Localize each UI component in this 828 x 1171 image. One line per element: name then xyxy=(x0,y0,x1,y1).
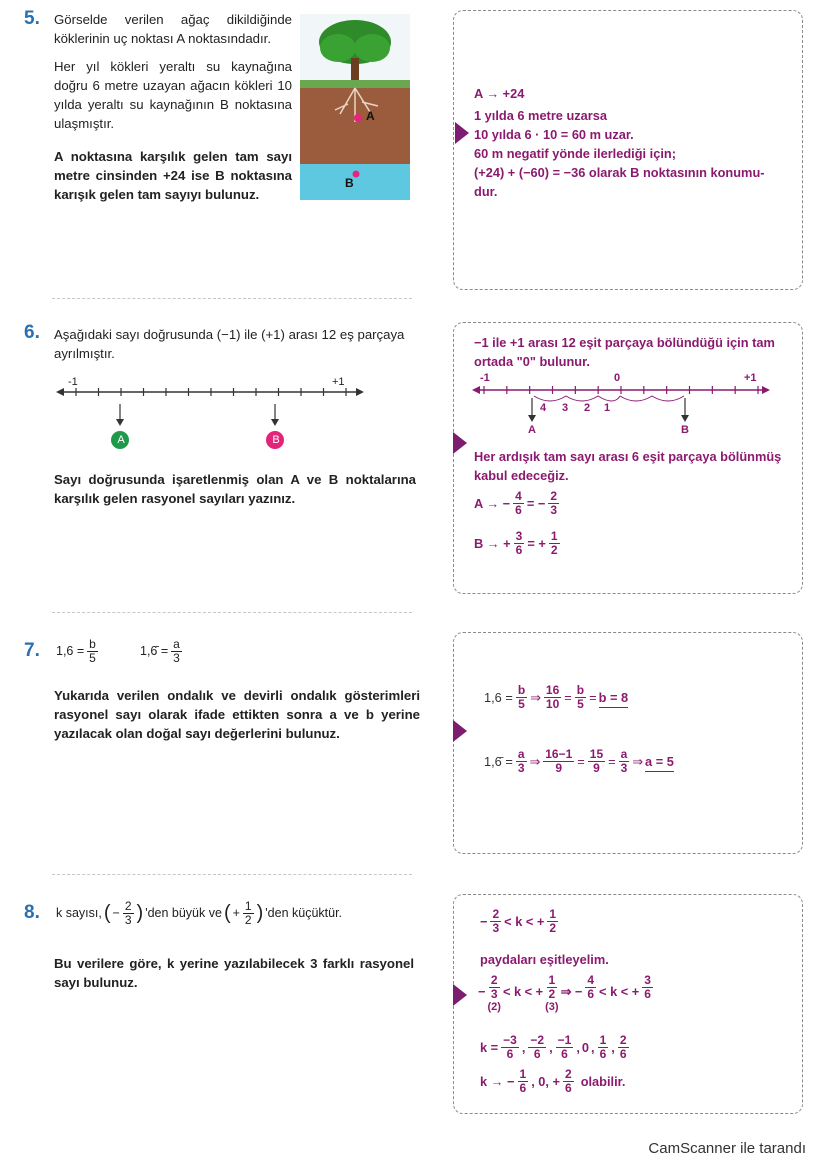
equals-sign: = xyxy=(608,754,616,769)
denominator: 2 xyxy=(244,913,252,927)
comma: , xyxy=(576,1040,580,1055)
q6-solution-text: Her ardışık tam sayı arası 6 eşit parçaya bölünmüş kabul edeceğiz. xyxy=(474,449,782,483)
q7-solution-2 xyxy=(484,748,674,775)
divider xyxy=(52,612,412,613)
q6-nl-right-label: +1 xyxy=(332,376,345,388)
q7-sol1-result: b = 8 xyxy=(599,688,629,708)
denominator: 3 xyxy=(492,921,500,935)
fraction xyxy=(518,1068,529,1095)
fraction xyxy=(514,530,525,557)
q6-number-line xyxy=(56,374,366,454)
q5-solution xyxy=(474,84,794,201)
numerator: 1 xyxy=(599,1033,607,1047)
q5-solution-pointer xyxy=(455,122,469,144)
denominator: 2 xyxy=(550,543,558,557)
fraction xyxy=(585,974,596,1001)
q8-k-zero: 0 xyxy=(581,1040,590,1055)
numerator: −2 xyxy=(530,1033,545,1047)
numerator: −3 xyxy=(503,1033,517,1047)
fraction xyxy=(548,490,559,517)
denominator: 6 xyxy=(519,1081,527,1095)
tree-label-a: A xyxy=(366,109,375,123)
q8-solution-line-2 xyxy=(478,974,654,1013)
numerator: 1 xyxy=(244,899,252,913)
numerator: 4 xyxy=(587,973,595,987)
q8-p1-post: 'den küçüktür. xyxy=(265,906,343,920)
divider xyxy=(52,874,412,875)
numerator: b xyxy=(576,683,585,697)
comma: , xyxy=(611,1040,615,1055)
q6-sol-count: 1 xyxy=(604,402,611,414)
q8-final-lead: k → − xyxy=(480,1074,515,1089)
fraction xyxy=(528,1034,546,1061)
fraction xyxy=(547,974,558,1001)
q5-paragraph-2: Her yıl kökleri yeraltı su kaynağına doğru 6 metre uzayan ağacın kökleri 10 yılda yeraltı su kaynağının B noktasına ulaşmıştır. xyxy=(54,59,292,131)
fraction xyxy=(516,748,527,775)
q8-p1-pre: k sayısı, xyxy=(56,906,102,920)
q6-solution-a xyxy=(474,490,560,517)
minus-sign: − xyxy=(480,914,488,929)
equals-sign: = xyxy=(577,754,585,769)
denominator: 6 xyxy=(565,1081,572,1095)
numerator: a xyxy=(517,747,525,761)
fraction xyxy=(501,1034,519,1061)
fraction xyxy=(490,908,501,935)
q8-solution-final xyxy=(480,1068,626,1095)
numerator: 2 xyxy=(124,899,132,913)
fraction xyxy=(549,530,560,557)
numerator: 1 xyxy=(519,1067,527,1081)
q7-number: 7. xyxy=(24,640,40,661)
q6-point-b-label: B xyxy=(272,434,280,446)
numerator: a xyxy=(173,637,180,651)
paren-open: ( xyxy=(103,902,111,924)
q8-f2-sign: + xyxy=(232,906,240,920)
q7-given-1 xyxy=(56,638,99,665)
denominator: 5 xyxy=(89,651,96,665)
fraction xyxy=(588,748,605,775)
implies-icon: ⇒ xyxy=(632,754,644,769)
fraction xyxy=(516,684,527,711)
q6-sol-count: 4 xyxy=(540,402,547,414)
q5-paragraph-1: Görselde verilen ağaç dikildiğinde köklerinin uç noktası A noktasındadır. xyxy=(54,12,292,46)
q6-sol-nl-mid: 0 xyxy=(614,372,621,384)
q8-sol2-mid: < k < + xyxy=(502,984,544,999)
numerator: a xyxy=(620,747,628,761)
numerator: 4 xyxy=(515,489,522,503)
q6-sol-b-mid: = + xyxy=(527,536,546,551)
tree-label-b: B xyxy=(345,176,354,190)
implies-icon: ⇒ xyxy=(529,754,541,769)
fraction xyxy=(618,1034,629,1061)
numerator: 2 xyxy=(565,1067,572,1081)
q8-sol2-mid2: < k < + xyxy=(599,984,640,999)
denominator: 6 xyxy=(619,1047,627,1061)
q5-paragraph-3: A noktasına karşılık gelen tam sayı metre cinsinden +24 ise B noktasına karışık gelen tam sayıyı bulunuz. xyxy=(54,149,292,202)
numerator: 1 xyxy=(550,529,558,543)
fraction xyxy=(513,490,524,517)
denominator: 5 xyxy=(518,697,525,711)
q8-final-mid: , 0, + xyxy=(531,1074,560,1089)
numerator: 2 xyxy=(490,973,498,987)
q6-sol-nl-left: -1 xyxy=(480,372,490,384)
numerator: −1 xyxy=(557,1033,572,1047)
paren-open: ( xyxy=(223,902,231,924)
q6-paragraph-1: Aşağıdaki sayı doğrusunda (−1) ile (+1) arası 12 eş parçaya ayrılmıştır. xyxy=(54,327,405,361)
fraction xyxy=(543,748,574,775)
q6-nl-left-label: -1 xyxy=(68,376,78,388)
q7-given-1-lhs: 1,6 = xyxy=(56,644,85,658)
numerator: 3 xyxy=(515,529,523,543)
q6-point-a-label: A xyxy=(117,434,125,446)
q8-paragraph-1 xyxy=(56,900,342,927)
q6-sol-count: 3 xyxy=(562,402,569,414)
numerator: 2 xyxy=(492,907,500,921)
denominator: 6 xyxy=(506,1047,514,1061)
comma: , xyxy=(521,1040,526,1055)
q7-sol2-lhs: 1,6̄ = xyxy=(484,754,513,769)
comma: , xyxy=(549,1040,553,1055)
denominator: 6 xyxy=(515,543,523,557)
denominator: 5 xyxy=(577,697,584,711)
fraction xyxy=(87,638,98,665)
q6-solution-pointer xyxy=(453,432,467,454)
q8-solution-text: paydaları eşitleyelim. xyxy=(480,952,609,967)
fraction xyxy=(544,684,561,711)
q6-sol-count: 2 xyxy=(584,402,591,414)
fraction xyxy=(598,1034,609,1061)
divider xyxy=(52,298,412,299)
denominator: 6 xyxy=(644,987,651,1001)
minus-sign: − xyxy=(478,984,486,999)
fraction xyxy=(556,1034,574,1061)
denominator: 6 xyxy=(599,1047,607,1061)
fraction xyxy=(243,900,254,927)
fraction xyxy=(575,684,586,711)
numerator: 3 xyxy=(644,973,651,987)
q6-sol-a-lead: A → − xyxy=(474,496,511,511)
q7-solution-1 xyxy=(484,684,628,711)
implies-icon: ⇒ xyxy=(530,690,541,705)
fraction xyxy=(489,974,500,1001)
denominator: 6 xyxy=(561,1047,568,1061)
numerator: b xyxy=(517,683,526,697)
denominator: 9 xyxy=(593,761,600,775)
numerator: 16−1 xyxy=(545,747,573,761)
q8-solution-k-values xyxy=(480,1034,630,1061)
q8-number: 8. xyxy=(24,902,40,923)
q6-solution-b xyxy=(474,530,561,557)
q7-paragraph: Yukarıda verilen ondalık ve devirli ondalık gösterimleri rasyonel sayı olarak ifade ettikten sonra a ve b yerine yazılacak olan doğal sayı değerlerini bulunuz. xyxy=(54,688,420,741)
denominator: 6 xyxy=(587,987,595,1001)
multiplier: (3) xyxy=(545,1001,559,1013)
denominator: 2 xyxy=(549,921,557,935)
fraction xyxy=(171,638,182,665)
numerator: 2 xyxy=(619,1033,627,1047)
denominator: 3 xyxy=(173,651,180,665)
numerator: b xyxy=(89,637,96,651)
numerator: 2 xyxy=(550,489,558,503)
numerator: 1 xyxy=(548,973,556,987)
q5-sol-line: 60 m negatif yönde ilerlediği için; xyxy=(474,146,676,161)
q8-solution-line-1 xyxy=(480,908,559,935)
q7-sol2-result: a = 5 xyxy=(645,752,674,772)
q8-f1-sign: − xyxy=(112,906,120,920)
q8-k-lead: k = xyxy=(480,1040,499,1055)
numerator: 1 xyxy=(549,907,557,921)
q6-sol-point-b: B xyxy=(681,424,689,436)
q7-sol1-lhs: 1,6 = xyxy=(484,690,513,705)
q5-number: 5. xyxy=(24,8,40,29)
q6-solution-number-line xyxy=(472,372,772,442)
denominator: 3 xyxy=(550,503,558,517)
q7-solution-pointer xyxy=(453,720,467,742)
footer-scanner-text: CamScanner ile tarandı xyxy=(648,1140,806,1157)
q6-paragraph-2: Sayı doğrusunda işaretlenmiş olan A ve B noktalarına karşılık gelen rasyonel sayıları yazınız. xyxy=(54,472,416,506)
denominator: 6 xyxy=(533,1047,541,1061)
paren-close: ) xyxy=(136,902,144,924)
denominator: 9 xyxy=(555,761,563,775)
denominator: 2 xyxy=(548,987,556,1001)
q8-solution-pointer xyxy=(453,984,467,1006)
denominator: 3 xyxy=(124,913,132,927)
q5-sol-line: 1 yılda 6 metre uzarsa xyxy=(474,108,608,123)
q8-paragraph-2: Bu verilere göre, k yerine yazılabilecek 3 farklı rasyonel sayı bulunuz. xyxy=(54,956,414,990)
q8-sol1-mid: < k < + xyxy=(504,914,545,929)
comma: , xyxy=(591,1040,595,1055)
q6-sol-a-mid: = − xyxy=(526,496,546,511)
q6-number: 6. xyxy=(24,322,40,343)
q7-solution-box xyxy=(453,632,803,854)
denominator: 3 xyxy=(490,987,498,1001)
denominator: 3 xyxy=(620,761,628,775)
denominator: 3 xyxy=(517,761,525,775)
q5-sol-line: A → +24 xyxy=(474,86,525,101)
q5-sol-line: 10 yılda 6 · 10 = 60 m uzar. xyxy=(474,127,634,142)
q5-sol-line: dur. xyxy=(474,184,498,199)
q7-given-2 xyxy=(140,638,183,665)
q7-given-2-lhs: 1,6̄ = xyxy=(140,644,169,658)
fraction xyxy=(563,1068,574,1095)
q5-sol-line: (+24) + (−60) = −36 olarak B noktasının konumu- xyxy=(474,165,765,180)
equals-sign: = xyxy=(589,690,597,705)
paren-close: ) xyxy=(256,902,264,924)
numerator: 16 xyxy=(545,683,560,697)
q8-final-tail: olabilir. xyxy=(580,1074,626,1089)
fraction xyxy=(547,908,558,935)
q6-sol-b-lead: B → + xyxy=(474,536,511,551)
multiplier: (2) xyxy=(487,1001,501,1013)
fraction xyxy=(642,974,653,1001)
implies-icon: ⇒ − xyxy=(560,984,583,999)
equals-sign: = xyxy=(564,690,572,705)
tree-illustration xyxy=(300,14,410,200)
denominator: 6 xyxy=(515,503,522,517)
q8-p1-mid: 'den büyük ve xyxy=(145,906,222,920)
q6-sol-point-a: A xyxy=(528,424,536,436)
fraction-with-multiplier xyxy=(545,974,558,1013)
q6-solution-intro: −1 ile +1 arası 12 eşit parçaya bölündüğü için tam ortada "0" bulunur. xyxy=(474,335,775,369)
fraction xyxy=(123,900,134,927)
fraction-with-multiplier xyxy=(487,974,500,1013)
fraction xyxy=(619,748,630,775)
denominator: 10 xyxy=(545,697,560,711)
q6-sol-nl-right: +1 xyxy=(744,372,757,384)
numerator: 15 xyxy=(589,747,604,761)
